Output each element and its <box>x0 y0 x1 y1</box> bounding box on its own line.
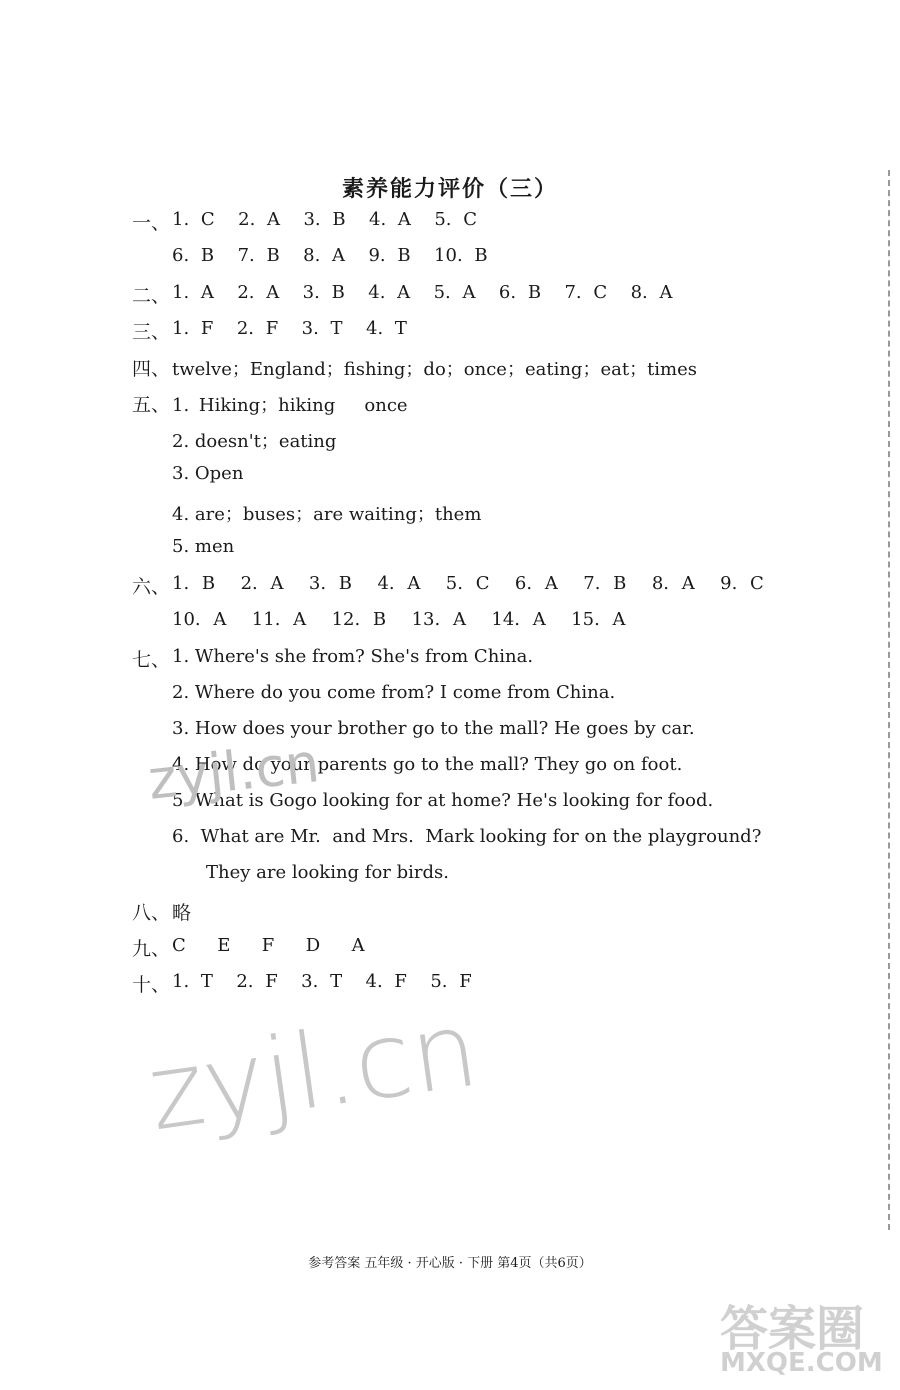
section-7-line-3: 3. How does your brother go to the mall? He goes by car. <box>172 718 695 739</box>
section-3-line-1: 1. F 2. F 3. T 4. T <box>172 318 407 339</box>
watermark-large: zyjl.cn <box>141 987 485 1155</box>
section-1-line-1: 1. C 2. A 3. B 4. A 5. C <box>172 209 478 230</box>
section-7-line-2: 2. Where do you come from? I come from China. <box>172 682 616 703</box>
section-4-line-1: twelve；England；fishing；do；once；eating；eat；times <box>172 359 698 380</box>
section-3-label: 三、 <box>132 321 171 343</box>
section-6-line-1: 1. B 2. A 3. B 4. A 5. C 6. A 7. B 8. A 9. C <box>172 573 764 594</box>
watermark-small: zyjl.cn <box>145 731 323 812</box>
section-1-line-2: 6. B 7. B 8. A 9. B 10. B <box>172 245 488 266</box>
section-2-label: 二、 <box>132 285 171 307</box>
section-5-label: 五、 <box>132 394 171 416</box>
section-8-line-1: 略 <box>172 902 192 924</box>
section-10-line-1: 1. T 2. F 3. T 4. F 5. F <box>172 971 472 992</box>
section-1-label: 一、 <box>132 212 171 234</box>
section-9-line-1: C E F D A <box>172 935 365 956</box>
section-5-line-4: 4. are；buses；are waiting；them <box>172 504 482 525</box>
section-5-line-2: 2. doesn't；eating <box>172 431 337 452</box>
section-5-line-5: 5. men <box>172 536 235 557</box>
section-10-label: 十、 <box>132 974 171 996</box>
section-5-line-1: 1. Hiking；hiking once <box>172 395 408 416</box>
section-4-label: 四、 <box>132 358 171 380</box>
section-9-label: 九、 <box>132 938 171 960</box>
watermark-corner-logo: 答案圈 <box>720 1301 865 1357</box>
section-7-line-4: 4. How do your parents go to the mall? They go on foot. <box>172 754 683 775</box>
section-6-label: 六、 <box>132 576 171 598</box>
section-7-line-1: 1. Where's she from? She's from China. <box>172 646 534 667</box>
section-7-line-5: 5. What is Gogo looking for at home? He's looking for food. <box>172 790 714 811</box>
page-footer: 参考答案 五年级 · 开心版 · 下册 第4页（共6页） <box>308 1256 592 1271</box>
section-7-line-7: They are looking for birds. <box>206 862 449 883</box>
section-7-label: 七、 <box>132 649 171 671</box>
section-7-line-6: 6. What are Mr. and Mrs. Mark looking for on the playground? <box>172 826 762 847</box>
margin-dashed-line <box>888 170 890 1230</box>
section-8-label: 八、 <box>132 902 171 924</box>
section-2-line-1: 1. A 2. A 3. B 4. A 5. A 6. B 7. C 8. A <box>172 282 673 303</box>
watermark-corner-url: MXQE.COM <box>720 1348 883 1378</box>
page-title: 素养能力评价（三） <box>341 176 558 202</box>
section-6-line-2: 10. A 11. A 12. B 13. A 14. A 15. A <box>172 609 626 630</box>
section-5-line-3: 3. Open <box>172 463 244 484</box>
